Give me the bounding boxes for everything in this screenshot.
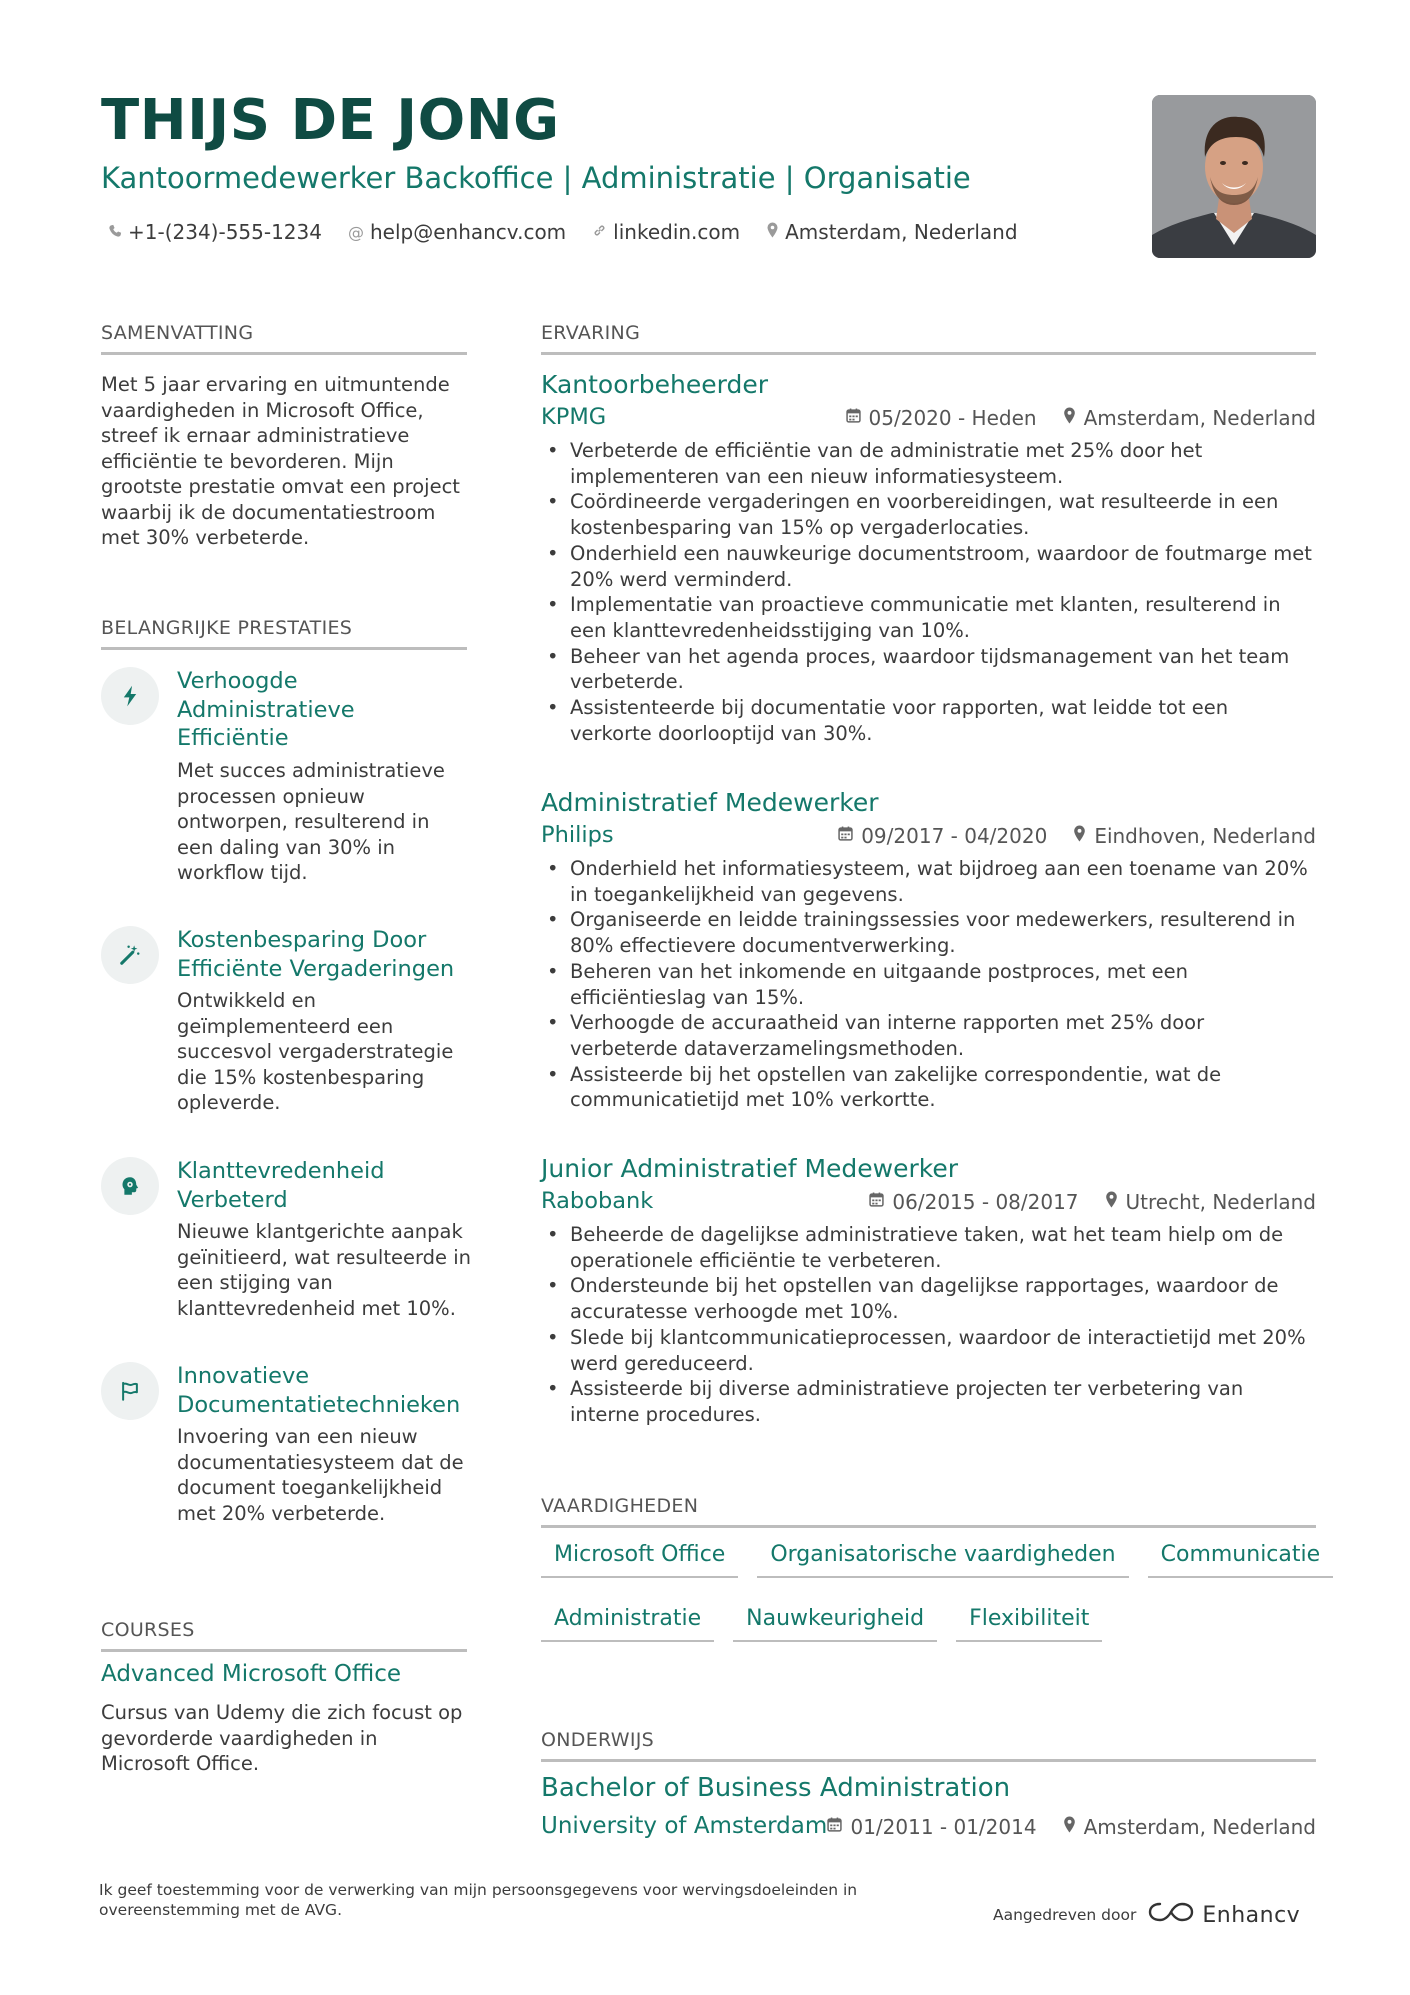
job-dates-text: 06/2015 - 08/2017 <box>892 1190 1079 1214</box>
job-bullet: • Organiseerde en leidde trainingssessies voor medewerkers, resulterend in 80% effectievere documentverwerking. <box>541 907 1316 958</box>
job-bullet: • Assisteerde bij het opstellen van zakelijke correspondentie, wat de communicatietijd met 10% verkortte. <box>541 1062 1316 1113</box>
job-role: Junior Administratief Medewerker <box>541 1154 959 1183</box>
job-details <box>846 406 1316 430</box>
experience-heading: ERVARING <box>541 322 1316 355</box>
job-bullet: • Beheren van het inkomende en uitgaande postproces, met een efficiëntieslag van 15%. <box>541 959 1316 1010</box>
job-dates <box>846 406 1037 430</box>
calendar-icon <box>827 1817 842 1837</box>
achievement-title: Innovatieve Documentatietechnieken <box>177 1363 461 1418</box>
job-details <box>869 1190 1316 1214</box>
contact-bar <box>108 220 1018 244</box>
skills-row <box>541 1537 1331 1578</box>
education-degree: Bachelor of Business Administration <box>541 1773 1011 1803</box>
contact-email[interactable] <box>348 220 566 244</box>
job-location-text: Amsterdam, Nederland <box>1083 406 1316 430</box>
job-meta <box>541 1188 1316 1222</box>
contact-phone-text: +1-(234)-555-1234 <box>128 220 322 244</box>
skills-list <box>541 1537 1331 1665</box>
achievements-heading: BELANGRIJKE PRESTATIES <box>101 617 467 650</box>
powered-by-label: Aangedreven door <box>993 1906 1137 1924</box>
job-company: KPMG <box>541 404 607 430</box>
course-title: Advanced Microsoft Office <box>101 1661 402 1687</box>
job-location-text: Eindhoven, Nederland <box>1094 824 1316 848</box>
education-heading: ONDERWIJS <box>541 1729 1316 1762</box>
head-gear-icon <box>101 1157 159 1215</box>
profile-photo <box>1152 95 1316 258</box>
job-dates-text: 09/2017 - 04/2020 <box>861 824 1048 848</box>
location-icon <box>1073 825 1086 847</box>
job-bullet: • Slede bij klantcommunicatieprocessen, waardoor de interactietijd met 20% werd gereduceerd. <box>541 1325 1316 1376</box>
skill-tag: Organisatorische vaardigheden <box>757 1537 1128 1578</box>
job-entry <box>541 369 1316 746</box>
job-role: Kantoorbeheerder <box>541 370 769 399</box>
job-meta <box>541 404 1316 438</box>
contact-phone <box>108 220 322 244</box>
location-icon <box>1105 1191 1118 1213</box>
achievement-title: Verhoogde Administratieve Efficiëntie <box>177 668 355 751</box>
job-bullet: • Verbeterde de efficiëntie van de administratie met 25% door het implementeren van een nieuw informatiesysteem. <box>541 438 1316 489</box>
education-meta <box>541 1813 1316 1847</box>
education-school: University of Amsterdam <box>541 1813 828 1839</box>
candidate-name: THIJS DE JONG <box>101 88 560 153</box>
contact-linkedin-text[interactable]: linkedin.com <box>613 220 741 244</box>
job-dates <box>869 1190 1078 1214</box>
job-bullets <box>541 856 1316 1113</box>
education-dates <box>827 1815 1036 1839</box>
achievement-desc: Invoering van een nieuw documentatiesysteem dat de document toegankelijkheid met 20% verbeterde. <box>177 1425 464 1525</box>
location-icon <box>1063 1816 1076 1838</box>
courses-heading: COURSES <box>101 1619 467 1652</box>
contact-linkedin[interactable] <box>592 220 740 244</box>
skill-tag: Nauwkeurigheid <box>733 1601 937 1642</box>
brand-name: Enhancv <box>1202 1902 1301 1928</box>
education-location-text: Amsterdam, Nederland <box>1083 1815 1316 1839</box>
consent-footer: Ik geef toestemming voor de verwerking van mijn persoonsgegevens voor wervingsdoeleinden in overeenstemming met de AVG. <box>99 1881 858 1919</box>
achievement-desc: Ontwikkeld en geïmplementeerd een succesvol vergaderstrategie die 15% kostenbesparing opleverde. <box>177 989 454 1114</box>
calendar-icon <box>838 826 853 846</box>
achievement-desc: Nieuwe klantgerichte aanpak geïnitieerd, wat resulteerde in een stijging van klanttevredenheid met 10%. <box>177 1220 472 1320</box>
phone-icon <box>108 223 122 242</box>
magic-wand-icon <box>101 926 159 984</box>
job-role: Administratief Medewerker <box>541 788 879 817</box>
job-bullet: • Verhoogde de accuraatheid van interne rapporten met 25% door verbeterde dataverzamelingsmethoden. <box>541 1010 1316 1061</box>
achievement-title: Kostenbesparing Door Efficiënte Vergaderingen <box>177 927 455 982</box>
skill-tag: Flexibiliteit <box>956 1601 1102 1642</box>
job-bullet: • Assisteerde bij diverse administratieve projecten ter verbetering van interne procedures. <box>541 1376 1316 1427</box>
summary-text: Met 5 jaar ervaring en uitmuntende vaardigheden in Microsoft Office, streef ik ernaar administratieve efficiëntie te bevorderen. Mijn grootste prestatie omvat een project waarbij ik de documentatiestroom met 30% verbeterde. <box>101 373 460 549</box>
location-icon <box>1063 407 1076 429</box>
job-location <box>1073 824 1316 848</box>
powered-by[interactable] <box>993 1900 1300 1930</box>
flag-icon <box>101 1362 159 1420</box>
job-bullet: • Coördineerde vergaderingen en voorbereidingen, wat resulteerde in een kostenbesparing van 15% op vergaderlocaties. <box>541 489 1316 540</box>
job-bullet: • Beheerde de dagelijkse administratieve taken, wat het team hielp om de operationele efficiëntie te verbeteren. <box>541 1222 1316 1273</box>
skill-tag: Administratie <box>541 1601 714 1642</box>
job-bullets <box>541 1222 1316 1428</box>
at-icon: @ <box>347 222 364 242</box>
job-bullet: • Beheer van het agenda proces, waardoor tijdsmanagement van het team verbeterde. <box>541 644 1316 695</box>
job-location <box>1105 1190 1316 1214</box>
job-bullet: • Implementatie van proactieve communicatie met klanten, resulterend in een klanttevredenheidsstijging van 10%. <box>541 592 1316 643</box>
job-dates-text: 05/2020 - Heden <box>868 406 1037 430</box>
job-bullet: • Onderhield een nauwkeurige documentstroom, waardoor de foutmarge met 20% werd verminderd. <box>541 541 1316 592</box>
infinity-icon <box>1148 1900 1194 1930</box>
skill-tag: Communicatie <box>1148 1537 1334 1578</box>
job-entry <box>541 787 1316 1113</box>
contact-location <box>766 220 1017 244</box>
education-dates-text: 01/2011 - 01/2014 <box>850 1815 1037 1839</box>
job-location-text: Utrecht, Nederland <box>1125 1190 1316 1214</box>
achievement-title: Klanttevredenheid Verbeterd <box>177 1158 385 1213</box>
skills-heading: VAARDIGHEDEN <box>541 1495 1316 1528</box>
job-bullet: • Assistenteerde bij documentatie voor rapporten, wat leidde tot een verkorte doorlooptijd van 30%. <box>541 695 1316 746</box>
job-bullet: • Onderhield het informatiesysteem, wat bijdroeg aan een toename van 20% in toegankelijkheid van gegevens. <box>541 856 1316 907</box>
job-entry <box>541 1153 1316 1428</box>
calendar-icon <box>846 408 861 428</box>
lightning-icon <box>101 667 159 725</box>
job-company: Philips <box>541 822 614 848</box>
job-bullet: • Ondersteunde bij het opstellen van dagelijkse rapportages, waardoor de accuratesse verhoogde met 10%. <box>541 1273 1316 1324</box>
education-details <box>827 1815 1316 1839</box>
enhancv-logo[interactable] <box>1148 1900 1300 1930</box>
skill-tag: Microsoft Office <box>541 1537 738 1578</box>
job-details <box>838 824 1316 848</box>
contact-location-text: Amsterdam, Nederland <box>785 220 1018 244</box>
job-dates <box>838 824 1047 848</box>
job-location <box>1063 406 1316 430</box>
summary-heading: SAMENVATTING <box>101 322 467 355</box>
course-desc: Cursus van Udemy die zich focust op gevorderde vaardigheden in Microsoft Office. <box>101 1701 463 1775</box>
contact-email-text[interactable]: help@enhancv.com <box>369 220 567 244</box>
achievement-desc: Met succes administratieve processen opnieuw ontworpen, resulterend in een daling van 30% in workflow tijd. <box>177 759 445 884</box>
candidate-title: Kantoormedewerker Backoffice | Administratie | Organisatie <box>101 161 971 195</box>
job-bullets <box>541 438 1316 746</box>
link-icon <box>592 223 607 242</box>
location-icon <box>766 222 779 242</box>
job-company: Rabobank <box>541 1188 654 1214</box>
calendar-icon <box>869 1192 884 1212</box>
job-meta <box>541 822 1316 856</box>
skills-row <box>541 1601 1331 1642</box>
education-location <box>1063 1815 1316 1839</box>
